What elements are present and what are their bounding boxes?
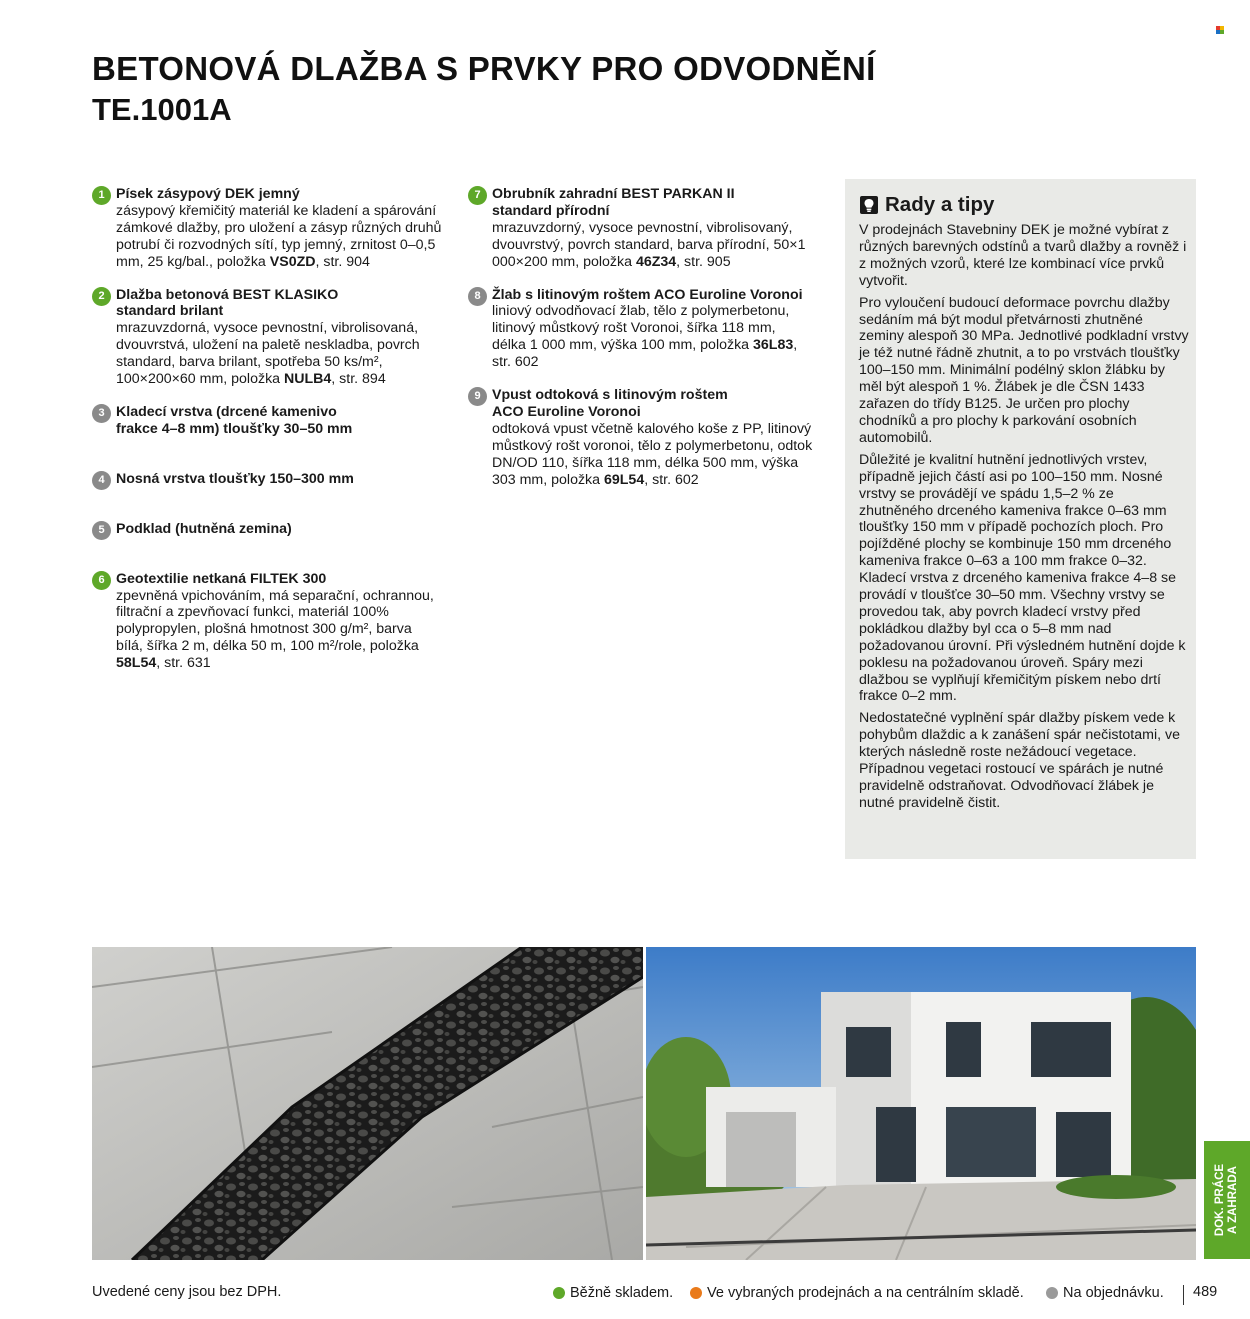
item-description: mrazuvzdorná, vysoce pevnostní, vibrolisovaná, dvouvrstvá, uložení na paletě neskladba, povrch standard, barva brilant, spotřeba 50 ks/m², 100×200×60 mm, položka — [116, 320, 420, 388]
page-number: 489 — [1193, 1284, 1218, 1300]
item-page-ref: , str. 894 — [331, 371, 386, 388]
list-item — [92, 287, 436, 388]
list-item — [468, 387, 822, 488]
list-item — [468, 287, 842, 372]
item-description: mrazuvzdorný, vysoce pevnostní, vibrolisovaný, dvouvrstvý, povrch standard, barva přírodní, 50×1 000×200 mm, položka — [492, 219, 806, 270]
item-title: Podklad (hutněná zemina) — [116, 520, 292, 537]
item-description: zpevněná vpichováním, má separační, ochrannou, filtrační a zpevňovací funkci, materiál 100% polypropylen, plošná hmotnost 300 g/m², barva bílá, šířka 2 m, délka 50 m, 100 m²/role, položka — [116, 587, 434, 655]
section-tab-line1: DOK. PRÁCE — [1214, 1163, 1226, 1237]
item-number-badge: 3 — [92, 404, 111, 423]
tips-paragraph: Nedostatečné vyplnění spár dlažby pískem vede k pohybům dlaždic a k zanášení spár nečistotami, ve kterých následně roste nežádoucí vegetace. Případnou vegetaci rostoucí ve spárách je nutné pravidelně odstraňovat. Odvodňovací žlábek je nutné pravidelně čistit. — [859, 710, 1180, 811]
item-number-badge: 7 — [468, 186, 487, 205]
item-number-badge: 8 — [468, 287, 487, 306]
photo-house-driveway — [646, 947, 1196, 1260]
item-page-ref: , str. 602 — [644, 471, 699, 488]
legend-item-on-order — [1046, 1285, 1164, 1301]
item-page-ref: , str. 904 — [315, 253, 370, 270]
list-item — [92, 471, 452, 488]
item-number-badge: 4 — [92, 471, 111, 490]
gray-dot-icon — [1046, 1287, 1058, 1299]
tips-paragraph: Pro vyloučení budoucí deformace povrchu dlažby sedáním má být modul přetvárnosti zhutněné zeminy alespoň 30 MPa. Jednotlivé podkladní vrstvy je též nutné řádně zhutnit, a to po vrstvách tloušťky 100–150 mm. Minimální podélný sklon žlábku by měl být alespoň 1 %. Žlábek je dle ČSN 1433 zařazen do třídy B125. Je určen pro plochy chodníků a pro plochy k parkování osobních automobilů. — [859, 294, 1189, 446]
section-tab[interactable] — [1204, 1141, 1250, 1259]
item-page-ref: , str. 631 — [156, 655, 211, 672]
item-title: Nosná vrstva tloušťky 150–300 mm — [116, 470, 354, 487]
tips-body — [859, 222, 1189, 817]
page-divider — [1183, 1285, 1184, 1305]
tips-box — [845, 179, 1196, 859]
tips-paragraph: V prodejnách Stavebniny DEK je možné vybírat z různých barevných odstínů a tvarů dlažby a rovněž i z možných vzorů, které lze kombinací více prvků vytvořit. — [859, 222, 1187, 289]
list-item — [92, 521, 452, 538]
list-item — [92, 186, 452, 271]
section-tab-line2: A ZAHRADA — [1227, 1166, 1239, 1234]
item-description: zásypový křemičitý materiál ke kladení a spárování zámkové dlažby, pro uložení a zásyp různých druhů potrubí či rozvodných sítí, typ jemný, zrnitost 0–0,5 mm, 25 kg/bal., položka — [116, 202, 442, 270]
tips-paragraph: Důležité je kvalitní hutnění jednotlivých vrstev, případně jejich částí asi po 100–150 mm. Nosné vrstvy se provádějí ve spádu 1,5–2 % ze zhutněného drceného kameniva frakce 0–63 mm tloušťky 150 mm v případě pochozích ploch. Pro pojížděné plochy se kombinuje 150 mm drceného kameniva frakce 0–63 a 100 mm frakce 0–32. Kladecí vrstva z drceného kameniva frakce 4–8 se provádí v tloušťce 30–50 mm. Všechny vrstvy se provedou tak, aby povrch kladecí vrstvy před pokládkou dlažby byl cca o 5–8 mm nad požadovanou úrovní. Při výsledném hutnění dojde k poklesu na požadovanou úroveň. Spáry mezi dlažbou se vyplňují křemičitým pískem nebo drtí frakce 0–2 mm. — [859, 451, 1186, 705]
item-code: VS0ZD — [269, 253, 316, 270]
item-number-badge: 9 — [468, 387, 487, 406]
page-code: TE.1001A — [92, 92, 232, 127]
item-code: 69L54 — [603, 471, 645, 488]
item-title: Žlab s litinovým roštem ACO Euroline Voronoi — [492, 286, 803, 303]
orange-dot-icon — [690, 1287, 702, 1299]
item-page-ref: , str. 905 — [676, 253, 731, 270]
legend-label: Běžně skladem. — [570, 1285, 674, 1301]
item-code: NULB4 — [284, 371, 332, 388]
item-title: Písek zásypový DEK jemný — [116, 186, 300, 202]
legend-item-selected-stores — [690, 1285, 1024, 1301]
brand-logo — [1216, 26, 1226, 34]
legend-label: Ve vybraných prodejnách a na centrálním skladě. — [707, 1285, 1024, 1301]
lightbulb-icon — [859, 195, 879, 215]
item-number-badge: 6 — [92, 571, 111, 590]
item-title: Dlažba betonová BEST KLASIKO standard brilant — [116, 286, 339, 320]
item-code: 46Z34 — [635, 253, 677, 270]
items-column-right — [468, 186, 828, 489]
list-item — [92, 404, 366, 438]
item-title: Geotextilie netkaná FILTEK 300 — [116, 570, 327, 587]
page-title: BETONOVÁ DLAŽBA S PRVKY PRO ODVODNĚNÍ — [92, 50, 876, 87]
item-number-badge: 1 — [92, 186, 111, 205]
items-column-left — [92, 186, 452, 672]
item-code: 36L83 — [753, 337, 794, 354]
photo-drainage-grate — [92, 947, 643, 1260]
item-title: Kladecí vrstva (drcené kamenivo frakce 4–8 mm) tloušťky 30–50 mm — [116, 403, 353, 437]
legend-label: Na objednávku. — [1063, 1285, 1164, 1301]
item-number-badge: 2 — [92, 287, 111, 306]
list-item — [468, 186, 822, 271]
tips-title: Rady a tipy — [885, 193, 995, 216]
tips-heading — [859, 193, 994, 217]
item-description: odtoková vpust včetně kalového koše z PP, litinový můstkový rošt voronoi, tělo z polymerbetonu, odtok DN/OD 110, šířka 118 mm, délka 500 mm, výška 303 mm, položka — [492, 420, 813, 488]
list-item — [92, 571, 441, 672]
item-code: 58L54 — [116, 655, 157, 672]
item-page-ref: , str. 602 — [492, 337, 798, 371]
green-dot-icon — [553, 1287, 565, 1299]
legend-item-in-stock — [553, 1285, 673, 1301]
item-number-badge: 5 — [92, 521, 111, 540]
item-description: liniový odvodňovací žlab, tělo z polymerbetonu, litinový můstkový rošt Voronoi, šířka 118 mm, délka 1 000 mm, výška 100 mm, položka — [492, 303, 790, 354]
item-title: Obrubník zahradní BEST PARKAN II standard přírodní — [492, 186, 735, 219]
price-note: Uvedené ceny jsou bez DPH. — [92, 1284, 282, 1300]
item-title: Vpust odtoková s litinovým roštem ACO Euroline Voronoi — [492, 387, 728, 420]
